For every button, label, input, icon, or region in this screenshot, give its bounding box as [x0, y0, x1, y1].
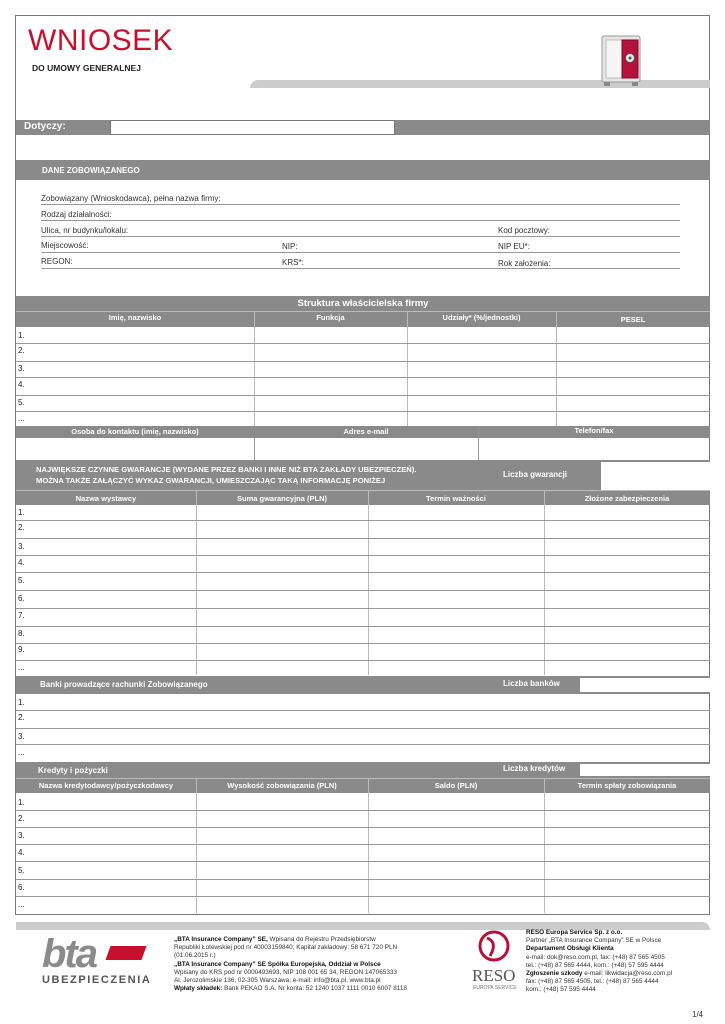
nipeu-label: NIP EU*: [498, 242, 530, 251]
kredyty-col-termin: Termin spłaty zobowiązania [577, 781, 677, 790]
bta-logo-text: bta [42, 932, 96, 976]
kontakt-col-telefon: Telefon/fax [574, 426, 614, 435]
reso-logo-sub: EUROPA SERVICE [473, 985, 517, 991]
banki-count-input[interactable] [580, 678, 710, 692]
table-row[interactable]: 3. [18, 542, 25, 551]
page-number: 1/4 [692, 1010, 704, 1019]
miejscowosc-label: Miejscowość: [41, 241, 89, 250]
kredyty-title: Kredyty i pożyczki [38, 766, 108, 775]
table-row[interactable]: 1. [18, 798, 25, 807]
struktura-col-imie: Imię, nazwisko [108, 313, 162, 322]
table-row[interactable]: 1. [18, 331, 25, 340]
table-row[interactable]: ... [18, 900, 25, 909]
table-row[interactable]: 9. [18, 645, 25, 654]
kredyty-count-input[interactable] [580, 764, 710, 776]
kontakt-col-osoba: Osoba do kontaktu (imię, nazwisko) [71, 427, 199, 436]
struktura-col-pesel: PESEL [620, 315, 646, 324]
banki-title: Banki prowadzące rachunki Zobowiązanego [40, 680, 208, 689]
regon-field[interactable] [41, 268, 680, 269]
rodzaj-label: Rodzaj działalności: [41, 210, 112, 219]
table-row[interactable]: 1. [18, 508, 25, 517]
table-row[interactable]: 2. [18, 523, 25, 532]
gwarancje-count-label: Liczba gwarancji [503, 470, 568, 479]
struktura-title: Struktura właścicielska firmy [297, 298, 429, 309]
reso-logo [468, 930, 523, 998]
table-row[interactable]: 3. [18, 732, 25, 741]
gwarancje-title-1: NAJWIĘKSZE CZYNNE GWARANCJE (WYDANE PRZEZ BANKI I INNE NIŻ BTA ZAKŁADY UBEZPIECZEŃ). [36, 465, 417, 474]
kredyty-table [16, 793, 710, 913]
dane-header [16, 160, 710, 180]
nazwa-field[interactable] [41, 204, 680, 205]
gwarancje-count-input[interactable] [601, 462, 710, 490]
bta-info: „BTA Insurance Company” SE, Wpisana do Rejestru Przedsiębiorstw Republiki Łotewskiej pod nr 40003159840; Kapitał zakładowy: 58 671 720 PLN (01.06.2015 r.) „BTA Insurance Company” SE Spółka Europejska, Oddział w Polsce Wpisany do KRS pod nr 0000493693, NIP 108 001 65 34, REGON 147065333 Al. Jerozolimskie 136, 02-305 Warszawa; e-mail: info@bta.pl, www.bta.pl Wpłaty składek: Bank PEKAO S.A. Nr konta: 52 1240 1037 1111 0010 6007 8118 [174, 936, 407, 993]
regon-label: REGON: [41, 257, 73, 266]
table-row[interactable]: 2. [18, 814, 25, 823]
nip-label: NIP: [282, 242, 298, 251]
rodzaj-field[interactable] [41, 220, 680, 221]
dotyczy-label: Dotyczy: [24, 121, 66, 132]
table-row[interactable]: 7. [18, 611, 25, 620]
table-row[interactable]: 4. [18, 558, 25, 567]
kontakt-header [16, 426, 710, 438]
table-row[interactable]: 2. [18, 713, 25, 722]
bta-logo-sub: UBEZPIECZENIA [42, 974, 152, 986]
table-row[interactable]: ... [18, 663, 25, 672]
ulica-label: Ulica, nr budynku/lokalu: [41, 226, 129, 235]
gwarancje-col-zabezp: Złożone zabezpieczenia [584, 494, 670, 503]
form-title: WNIOSEK [28, 24, 174, 57]
kredyty-col-nazwa: Nazwa kredytodawcy/pożyczkodawcy [38, 781, 174, 790]
miejscowosc-field[interactable] [41, 252, 680, 253]
kontakt-col-email: Adres e-mail [343, 427, 389, 436]
banki-table [16, 694, 710, 762]
kredyty-col-wysokosc: Wysokość zobowiązania (PLN) [227, 781, 337, 790]
struktura-col-udzialy: Udziały* (%/jednostki) [442, 313, 521, 322]
nazwa-label: Zobowiązany (Wnioskodawca), pełna nazwa firmy: [41, 194, 221, 203]
table-row[interactable]: 4. [18, 848, 25, 857]
dane-title: DANE ZOBOWIĄZANEGO [42, 166, 140, 175]
reso-emblem-icon [478, 930, 510, 964]
kod-label: Kod pocztowy: [498, 226, 551, 235]
table-row[interactable]: 6. [18, 883, 25, 892]
table-row[interactable]: 1. [18, 698, 25, 707]
banki-count-label: Liczba banków [503, 679, 560, 688]
struktura-col-funkcja: Funkcja [316, 313, 345, 322]
table-row[interactable]: 5. [18, 866, 25, 875]
table-row[interactable]: ... [18, 748, 25, 757]
safe-icon [598, 30, 646, 88]
table-row[interactable]: ... [18, 414, 25, 423]
table-row[interactable]: 3. [18, 364, 25, 373]
reso-info: RESO Europa Service Sp. z o.o. Partner „BTA Insurance Company” SE w Polsce Departament Obsługi Klienta e-mail: dok@reso.com.pl, fax: (+48) 87 565 4505 tel.: (+48) 87 565 4444, kom.: (+48) 57 595 4444 Zgłoszenie szkody e-mail: likwidacja@reso.com.pl fax: (+48) 87 565 4505, tel.: (+48) 87 565 4444 kom.: (+48) 57 595 4444 [526, 929, 673, 994]
dotyczy-input[interactable] [110, 120, 395, 135]
gwarancje-col-suma: Suma gwarancyjna (PLN) [236, 494, 328, 503]
table-row[interactable]: 4. [18, 380, 25, 389]
table-row[interactable]: 8. [18, 629, 25, 638]
gwarancje-col-nazwa: Nazwa wystawcy [75, 494, 137, 503]
kontakt-row[interactable] [16, 438, 710, 460]
rok-label: Rok założenia: [498, 259, 551, 268]
gwarancje-title-2: MOŻNA TAKŻE ZAŁĄCZYĆ WYKAZ GWARANCJI, UMIESZCZAJĄC TAKĄ INFORMACJĘ PONIŻEJ [36, 476, 386, 485]
form-subtitle: DO UMOWY GENERALNEJ [32, 63, 141, 73]
reso-logo-text: RESO [472, 966, 516, 985]
krs-label: KRS*: [282, 258, 304, 267]
kredyty-count-label: Liczba kredytów [503, 764, 566, 773]
struktura-table [16, 327, 710, 426]
bta-logo [40, 932, 165, 992]
gwarancje-col-termin: Termin ważności [426, 494, 486, 503]
table-row[interactable]: 2. [18, 346, 25, 355]
table-row[interactable]: 5. [18, 398, 25, 407]
table-row[interactable]: 6. [18, 594, 25, 603]
gwarancje-table [16, 505, 710, 675]
table-row[interactable]: 5. [18, 576, 25, 585]
kredyty-col-saldo: Saldo (PLN) [434, 781, 478, 790]
ulica-field[interactable] [41, 236, 680, 237]
table-row[interactable]: 3. [18, 831, 25, 840]
